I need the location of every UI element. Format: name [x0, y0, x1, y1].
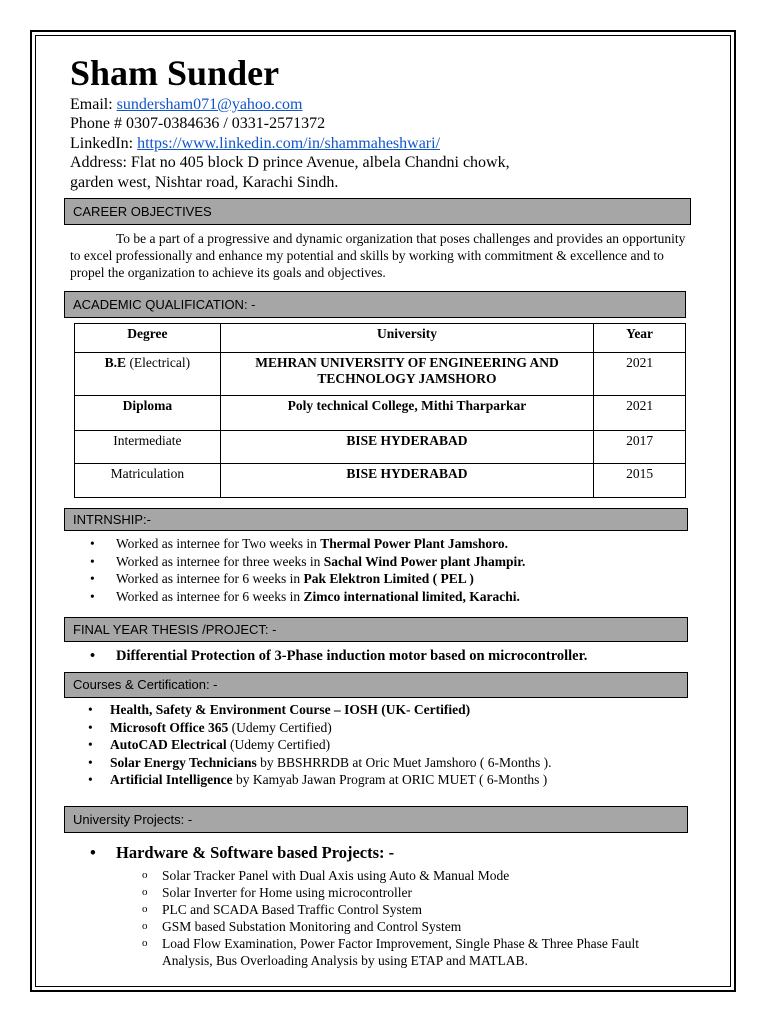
- header-degree: Degree: [75, 324, 221, 353]
- table-row: [75, 431, 686, 464]
- section-internship: INTRNSHIP:-: [64, 508, 688, 531]
- list-item: • Differential Protection of 3-Phase induction motor based on microcontroller.: [70, 648, 690, 666]
- header-year: Year: [594, 324, 686, 353]
- career-objective-text: To be a part of a progressive and dynamic organization that poses challenges and provides an opportunity to excel professionally and enhance my potential and skills by working with commitment & excellence and to propel the organization to achieve its goals and objectives.: [70, 231, 686, 280]
- list-item: o Load Flow Examination, Power Factor Improvement, Single Phase & Three Phase Fault Analysis, Bus Overloading Analysis by using ETAP and MATLAB.: [70, 935, 690, 969]
- email-line: [70, 95, 302, 114]
- list-item: • Worked as internee for Two weeks in Thermal Power Plant Jamshoro.: [70, 535, 690, 553]
- section-courses-certification: Courses & Certification: -: [64, 672, 688, 698]
- thesis-list: [70, 648, 690, 666]
- list-item: • Health, Safety & Environment Course – IOSH (UK- Certified): [70, 701, 690, 719]
- linkedin-label: LinkedIn:: [70, 135, 138, 152]
- projects-title-list: [70, 842, 690, 864]
- table-row: [75, 353, 686, 396]
- list-item: • Worked as internee for 6 weeks in Zimco international limited, Karachi.: [70, 588, 690, 606]
- list-item: • Worked as internee for 6 weeks in Pak Elektron Limited ( PEL ): [70, 570, 690, 588]
- section-final-year-thesis: FINAL YEAR THESIS /PROJECT: -: [64, 617, 688, 642]
- academic-table: [74, 323, 686, 498]
- cell-university: BISE HYDERABAD: [220, 431, 593, 464]
- cell-degree: Intermediate: [75, 431, 221, 464]
- list-item: o GSM based Substation Monitoring and Control System: [70, 918, 690, 935]
- list-item: • Solar Energy Technicians by BBSHRRDB at Oric Muet Jamshoro ( 6-Months ).: [70, 754, 690, 772]
- table-row: [75, 464, 686, 498]
- email-label: Email:: [70, 96, 117, 113]
- list-item: o PLC and SCADA Based Traffic Control System: [70, 901, 690, 918]
- list-item: • Microsoft Office 365 (Udemy Certified): [70, 719, 690, 737]
- candidate-name: Sham Sunder: [70, 53, 280, 93]
- courses-list: [70, 701, 690, 789]
- email-link[interactable]: sundersham071@yahoo.com: [116, 96, 303, 113]
- projects-list: [70, 867, 690, 969]
- cell-university: Poly technical College, Mithi Tharparkar: [220, 396, 593, 431]
- list-item: • Artificial Intelligence by Kamyab Jawan Program at ORIC MUET ( 6-Months ): [70, 771, 690, 789]
- projects-title: • Hardware & Software based Projects: -: [70, 842, 690, 864]
- table-row: [75, 396, 686, 431]
- linkedin-link[interactable]: https://www.linkedin.com/in/shammaheshwari/: [137, 135, 441, 152]
- address-line-1: Address: Flat no 405 block D prince Avenue, albela Chandni chowk,: [70, 154, 510, 171]
- list-item: • AutoCAD Electrical (Udemy Certified): [70, 736, 690, 754]
- phone-line: Phone # 0307-0384636 / 0331-2571372: [70, 115, 326, 132]
- cell-university: MEHRAN UNIVERSITY OF ENGINEERING AND TECHNOLOGY JAMSHORO: [220, 353, 593, 396]
- cell-degree: B.E (Electrical): [75, 353, 221, 396]
- cell-year: 2017: [594, 431, 686, 464]
- address-line-2: garden west, Nishtar road, Karachi Sindh.: [70, 174, 339, 191]
- section-career-objectives: CAREER OBJECTIVES: [64, 198, 691, 225]
- list-item: o Solar Inverter for Home using microcontroller: [70, 884, 690, 901]
- cell-degree: Matriculation: [75, 464, 221, 498]
- header-university: University: [220, 324, 593, 353]
- section-university-projects: University Projects: -: [64, 806, 688, 833]
- cell-year: 2021: [594, 396, 686, 431]
- linkedin-line: [70, 134, 440, 153]
- internship-list: [70, 535, 690, 605]
- list-item: • Worked as internee for three weeks in Sachal Wind Power plant Jhampir.: [70, 553, 690, 571]
- cell-degree: Diploma: [75, 396, 221, 431]
- section-academic-qualification: ACADEMIC QUALIFICATION: -: [64, 291, 686, 318]
- cell-year: 2021: [594, 353, 686, 396]
- list-item: o Solar Tracker Panel with Dual Axis using Auto & Manual Mode: [70, 867, 690, 884]
- cell-year: 2015: [594, 464, 686, 498]
- cell-university: BISE HYDERABAD: [220, 464, 593, 498]
- table-header-row: [75, 324, 686, 353]
